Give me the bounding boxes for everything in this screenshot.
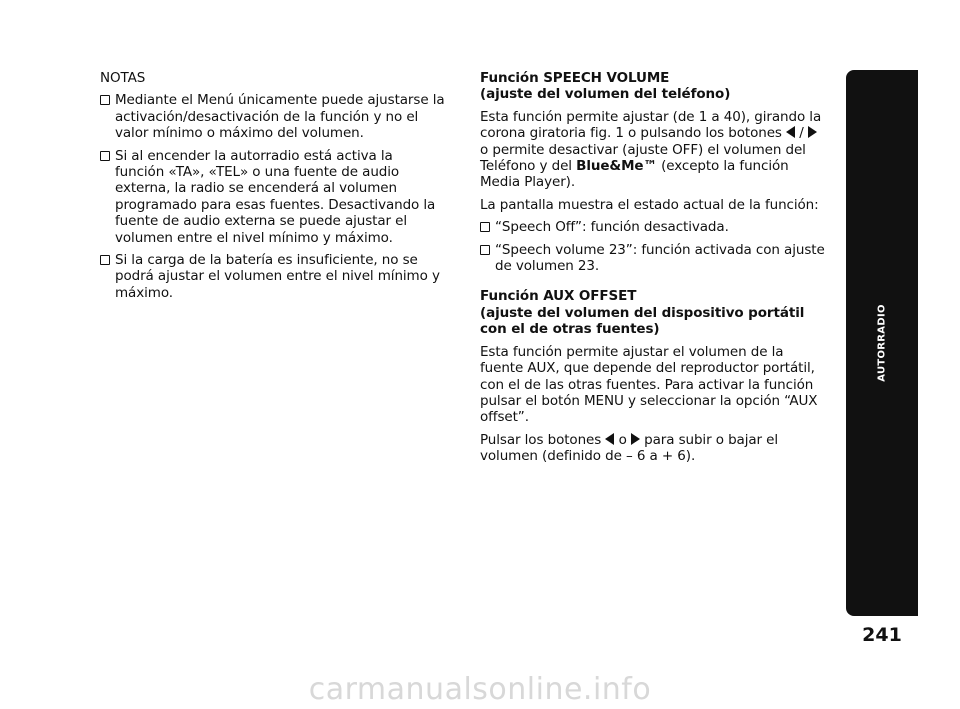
speech-volume-heading [480, 70, 828, 103]
status-item [480, 242, 828, 275]
checkbox-bullet-icon [480, 222, 490, 232]
page-number: 241 [862, 624, 902, 646]
notes-item-text: Mediante el Menú únicamente puede ajustarse la activación/desactivación de la función y no el valor mínimo o máximo del volumen. [115, 92, 445, 142]
heading-prefix: Función [480, 288, 544, 305]
notes-item [100, 148, 445, 246]
functions-column [480, 70, 828, 471]
speech-volume-description [480, 109, 828, 191]
instruction-text: para subir o bajar el volumen (definido de – 6 a + 6). [480, 431, 779, 465]
heading-subtitle: (ajuste del volumen del dispositivo portátil con el de otras fuentes) [480, 304, 805, 338]
checkbox-bullet-icon [100, 151, 110, 161]
aux-offset-heading [480, 288, 828, 337]
separator-text: / [795, 125, 808, 142]
description-text: o permite desactivar (ajuste OFF) el volumen del Teléfono y del [480, 141, 806, 175]
notes-column [100, 70, 445, 307]
instruction-text: Pulsar los botones [480, 431, 606, 448]
heading-name: SPEECH VOLUME [543, 70, 670, 86]
aux-offset-description: Esta función permite ajustar el volumen de la fuente AUX, que depende del reproductor portátil, con el de las otras fuentes. Para activar la función pulsar el botón MENU y seleccionar la opción “AUX offset”. [480, 343, 818, 426]
status-item-text: “Speech Off”: función desactivada. [495, 219, 729, 236]
blue-and-me-text: Blue&Me™ [576, 158, 657, 175]
heading-name: AUX OFFSET [543, 288, 637, 305]
checkbox-bullet-icon [100, 95, 110, 105]
notes-item-text: Si al encender la autorradio está activa la función «TA», «TEL» o una fuente de audio externa, la radio se encenderá al volumen programado para esas fuentes. Desactivando la fuente de audio externa se puede ajustar el volumen entre el nivel mínimo y máximo. [115, 147, 436, 246]
heading-prefix: Función [480, 70, 544, 86]
section-side-tab [846, 70, 918, 616]
left-arrow-icon [786, 126, 795, 138]
notes-item [100, 92, 445, 141]
checkbox-bullet-icon [100, 255, 110, 265]
notes-item-text: Si la carga de la batería es insuficiente, no se podrá ajustar el volumen entre el nivel mínimo y máximo. [115, 252, 440, 301]
watermark: carmanualsonline.info [308, 672, 652, 707]
notes-item [100, 252, 445, 301]
right-arrow-icon [808, 126, 817, 138]
aux-offset-instructions [480, 432, 828, 465]
right-arrow-icon [631, 433, 640, 445]
heading-subtitle: (ajuste del volumen del teléfono) [480, 86, 731, 103]
description-text: (excepto la función Media Player). [480, 158, 789, 191]
section-label: AUTORRADIO [876, 304, 888, 382]
status-item [480, 219, 828, 235]
description-text: Esta función permite ajustar (de 1 a 40), girando la corona giratoria fig. 1 o pulsando los botones [480, 108, 822, 142]
notes-title: NOTAS [100, 70, 146, 86]
status-item-text: “Speech volume 23”: función activada con ajuste de volumen 23. [495, 241, 825, 275]
speech-volume-status-intro: La pantalla muestra el estado actual de la función: [480, 196, 819, 213]
separator-text: o [614, 431, 631, 448]
checkbox-bullet-icon [480, 245, 490, 255]
